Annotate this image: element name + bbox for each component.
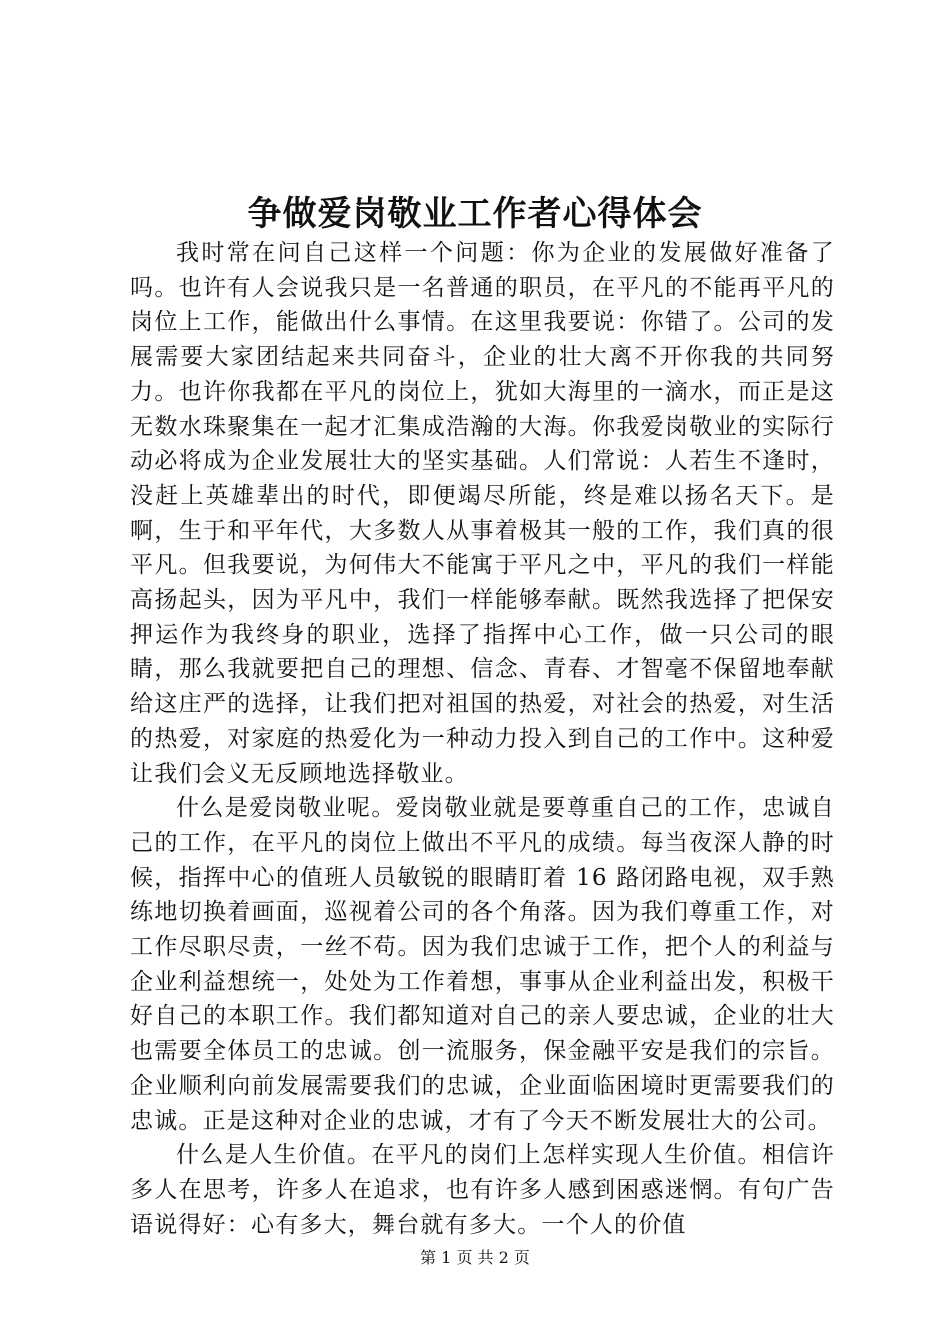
paragraph: 我时常在问自己这样一个问题：你为企业的发展做好准备了吗。也许有人会说我只是一名普通的职员，在平凡的不能再平凡的岗位上工作，能做出什么事情。在这里我要说：你错了。公司的发展需要大家团结起来共同奋斗，企业的壮大离不开你我的共同努力。也许你我都在平凡的岗位上，犹如大海里的一滴水，而正是这无数水珠聚集在一起才汇集成浩瀚的大海。你我爱岗敬业的实际行动必将成为企业发展壮大的坚实基础。人们常说：人若生不逢时，没赶上英雄辈出的时代，即便竭尽所能，终是难以扬名天下。是啊，生于和平年代，大多数人从事着极其一般的工作，我们真的很平凡。但我要说，为何伟大不能寓于平凡之中，平凡的我们一样能高扬起头，因为平凡中，我们一样能够奉献。既然我选择了把保安押运作为我终身的职业，选择了指挥中心工作，做一只公司的眼睛，那么我就要把自己的理想、信念、青春、才智毫不保留地奉献给这庄严的选择，让我们把对祖国的热爱，对社会的热爱，对生活的热爱，对家庭的热爱化为一种动力投入到自己的工作中。这种爱让我们会义无反顾地选择敬业。 <box>130 240 835 787</box>
document-body <box>130 236 835 1242</box>
paragraph: 什么是人生价值。在平凡的岗们上怎样实现人生价值。相信许多人在思考，许多人在追求，也有许多人感到困惑迷惘。有句广告语说得好：心有多大，舞台就有多大。一个人的价值 <box>130 1142 835 1238</box>
paragraph: 什么是爱岗敬业呢。爱岗敬业就是要尊重自己的工作，忠诚自己的工作，在平凡的岗位上做出不平凡的成绩。每当夜深人静的时候，指挥中心的值班人员敏锐的眼睛盯着 16 路闭路电视，双手熟练地切换着画面，巡视着公司的各个角落。因为我们尊重工作，对工作尽职尽责，一丝不苟。因为我们忠诚于工作，把个人的利益与企业利益想统一，处处为工作着想，事事从企业利益出发，积极干好自己的本职工作。我们都知道对自己的亲人要忠诚，企业的壮大也需要全体员工的忠诚。创一流服务，保金融平安是我们的宗旨。企业顺利向前发展需要我们的忠诚，企业面临困境时更需要我们的忠诚。正是这种对企业的忠诚，才有了今天不断发展壮大的公司。 <box>130 795 835 1134</box>
page-number-footer: 第 1 页 共 2 页 <box>420 1248 530 1267</box>
page-title: 争做爱岗敬业工作者心得体会 <box>247 194 703 234</box>
